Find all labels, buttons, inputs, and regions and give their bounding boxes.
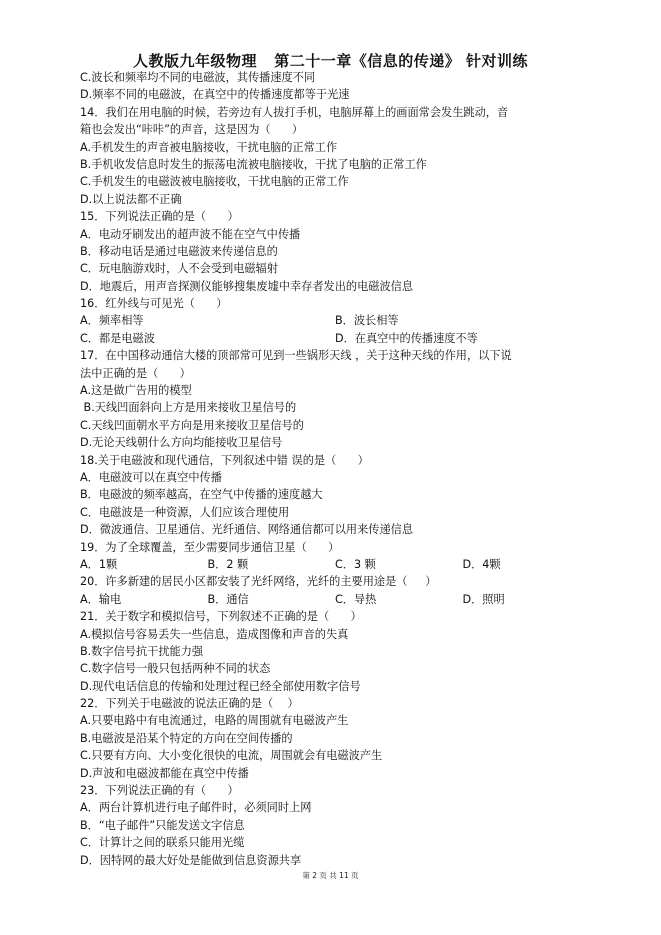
option-b: B．电磁波的频率越高，在空气中传播的速度越大 bbox=[80, 488, 323, 502]
question-list bbox=[80, 69, 590, 869]
option-d: D．地震后，用声音探测仪能够搜集废墟中幸存者发出的电磁波信息 bbox=[80, 279, 414, 293]
option-c: C．计算计之间的联系只能用光缆 bbox=[80, 836, 245, 850]
option-b: B．波长相等 bbox=[335, 314, 399, 328]
option-a: A．电磁波可以在真空中传播 bbox=[80, 470, 222, 484]
option-a: A.手机发生的声音被电脑接收，干扰电脑的正常工作 bbox=[80, 140, 338, 154]
option-d: D.以上说法都不正确 bbox=[80, 192, 182, 206]
option-c: C.手机发生的电磁波被电脑接收，干扰电脑的正常工作 bbox=[80, 175, 349, 189]
option-a: A．1颗 bbox=[80, 557, 118, 571]
option-b: B.数字信号抗干扰能力强 bbox=[80, 644, 204, 658]
question-18 bbox=[80, 452, 590, 539]
option-d: D．4颗 bbox=[462, 557, 501, 571]
option-c: C．玩电脑游戏时，人不会受到电磁辐射 bbox=[80, 262, 279, 276]
option-c: C．电磁波是一种资源，人们应该合理使用 bbox=[80, 505, 290, 519]
option-a: A．输电 bbox=[80, 592, 122, 606]
option-d: D.无论天线朝什么方向均能接收卫星信号 bbox=[80, 436, 283, 450]
option-a: A.模拟信号容易丢失一些信息，造成图像和声音的失真 bbox=[80, 627, 349, 641]
option-c: C.波长和频率均不同的电磁波，其传播速度不同 bbox=[80, 71, 316, 84]
question-19 bbox=[80, 539, 590, 574]
question-17 bbox=[80, 347, 590, 451]
question-stem: 20．许多新建的居民小区都安装了光纤网络，光纤的主要用途是（ ） bbox=[80, 575, 437, 589]
option-b: B．“电子邮件”只能发送文字信息 bbox=[80, 818, 245, 832]
option-b: B.电磁波是沿某个特定的方向在空间传播的 bbox=[80, 731, 293, 745]
option-a: A.这是做广告用的模型 bbox=[80, 384, 192, 398]
option-d: D．照明 bbox=[462, 592, 505, 606]
option-c: C．导热 bbox=[335, 592, 377, 606]
question-20 bbox=[80, 573, 590, 608]
option-a: A．两台计算机进行电子邮件时，必须同时上网 bbox=[80, 801, 312, 815]
option-b: B．2 颗 bbox=[207, 557, 249, 571]
question-stem: 23．下列说法正确的有（ ） bbox=[80, 784, 239, 798]
question-stem: 17．在中国移动通信大楼的顶部常可见到一些锅形天线 ，关于这种天线的作用，以下说 bbox=[80, 349, 512, 363]
question-stem: 22．下列关于电磁波的说法正确的是（ ） bbox=[80, 697, 299, 711]
question-22 bbox=[80, 695, 590, 782]
option-row bbox=[80, 330, 590, 347]
page-number: 第 2 页 共 11 页 bbox=[302, 871, 359, 880]
question-stem: 19．为了全球覆盖，至少需要同步通信卫星（ ） bbox=[80, 540, 340, 554]
question-stem: 21．关于数字和模拟信号，下列叙述不正确的是（ ） bbox=[80, 610, 362, 624]
option-d: D.频率不同的电磁波，在真空中的传播速度都等于光速 bbox=[80, 88, 350, 102]
option-c: C．3 颗 bbox=[335, 557, 376, 571]
option-d: D．因特网的最大好处是能做到信息资源共享 bbox=[80, 853, 302, 867]
option-d: D．在真空中的传播速度不等 bbox=[335, 331, 478, 345]
option-a: A．电动牙刷发出的超声波不能在空气中传播 bbox=[80, 227, 301, 241]
question-stem: 15．下列说法正确的是（ ） bbox=[80, 210, 239, 224]
question-13-tail bbox=[80, 69, 590, 104]
option-row bbox=[80, 312, 590, 329]
option-d: D．微波通信、卫星通信、光纤通信、网络通信都可以用来传递信息 bbox=[80, 523, 414, 537]
option-c: C.天线凹面朝水平方向是用来接收卫星信号的 bbox=[80, 418, 304, 432]
question-15 bbox=[80, 208, 590, 295]
option-b: B．通信 bbox=[207, 592, 249, 606]
question-stem: 18.关于电磁波和现代通信，下列叙述中错 误的是（ ） bbox=[80, 453, 369, 467]
question-stem: 16．红外线与可见光（ ） bbox=[80, 297, 228, 311]
question-stem: 14．我们在用电脑的时候，若旁边有人拔打手机，电脑屏幕上的画面常会发生跳动，音 bbox=[80, 105, 509, 119]
option-c: C.数字信号一般只包括两种不同的状态 bbox=[80, 662, 271, 676]
option-b: B.天线凹面斜向上方是用来接收卫星信号的 bbox=[80, 401, 297, 415]
question-16 bbox=[80, 295, 590, 347]
question-14 bbox=[80, 104, 590, 208]
option-d: D.现代电话信息的传输和处理过程已经全部使用数字信号 bbox=[80, 679, 361, 693]
question-23 bbox=[80, 782, 590, 869]
option-a: A.只要电路中有电流通过，电路的周围就有电磁波产生 bbox=[80, 714, 349, 728]
option-c: C.只要有方向、大小变化很快的电流，周围就会有电磁波产生 bbox=[80, 749, 383, 763]
question-stem-continued: 箱也会发出“咔咔”的声音，这是因为（ ） bbox=[80, 123, 304, 137]
question-21 bbox=[80, 608, 590, 695]
option-b: B.手机收发信息时发生的振荡电流被电脑接收，干扰了电脑的正常工作 bbox=[80, 157, 427, 171]
option-row bbox=[80, 556, 590, 573]
page-title: 人教版九年级物理 第二十一章《信息的传递》 针对训练 bbox=[133, 52, 528, 70]
option-d: D.声波和电磁波都能在真空中传播 bbox=[80, 766, 249, 780]
option-row bbox=[80, 591, 590, 608]
option-c: C．都是电磁波 bbox=[80, 331, 155, 345]
option-a: A．频率相等 bbox=[80, 314, 144, 328]
option-b: B．移动电话是通过电磁波来传递信息的 bbox=[80, 244, 278, 258]
question-stem-continued: 法中正确的是（ ） bbox=[80, 366, 191, 380]
